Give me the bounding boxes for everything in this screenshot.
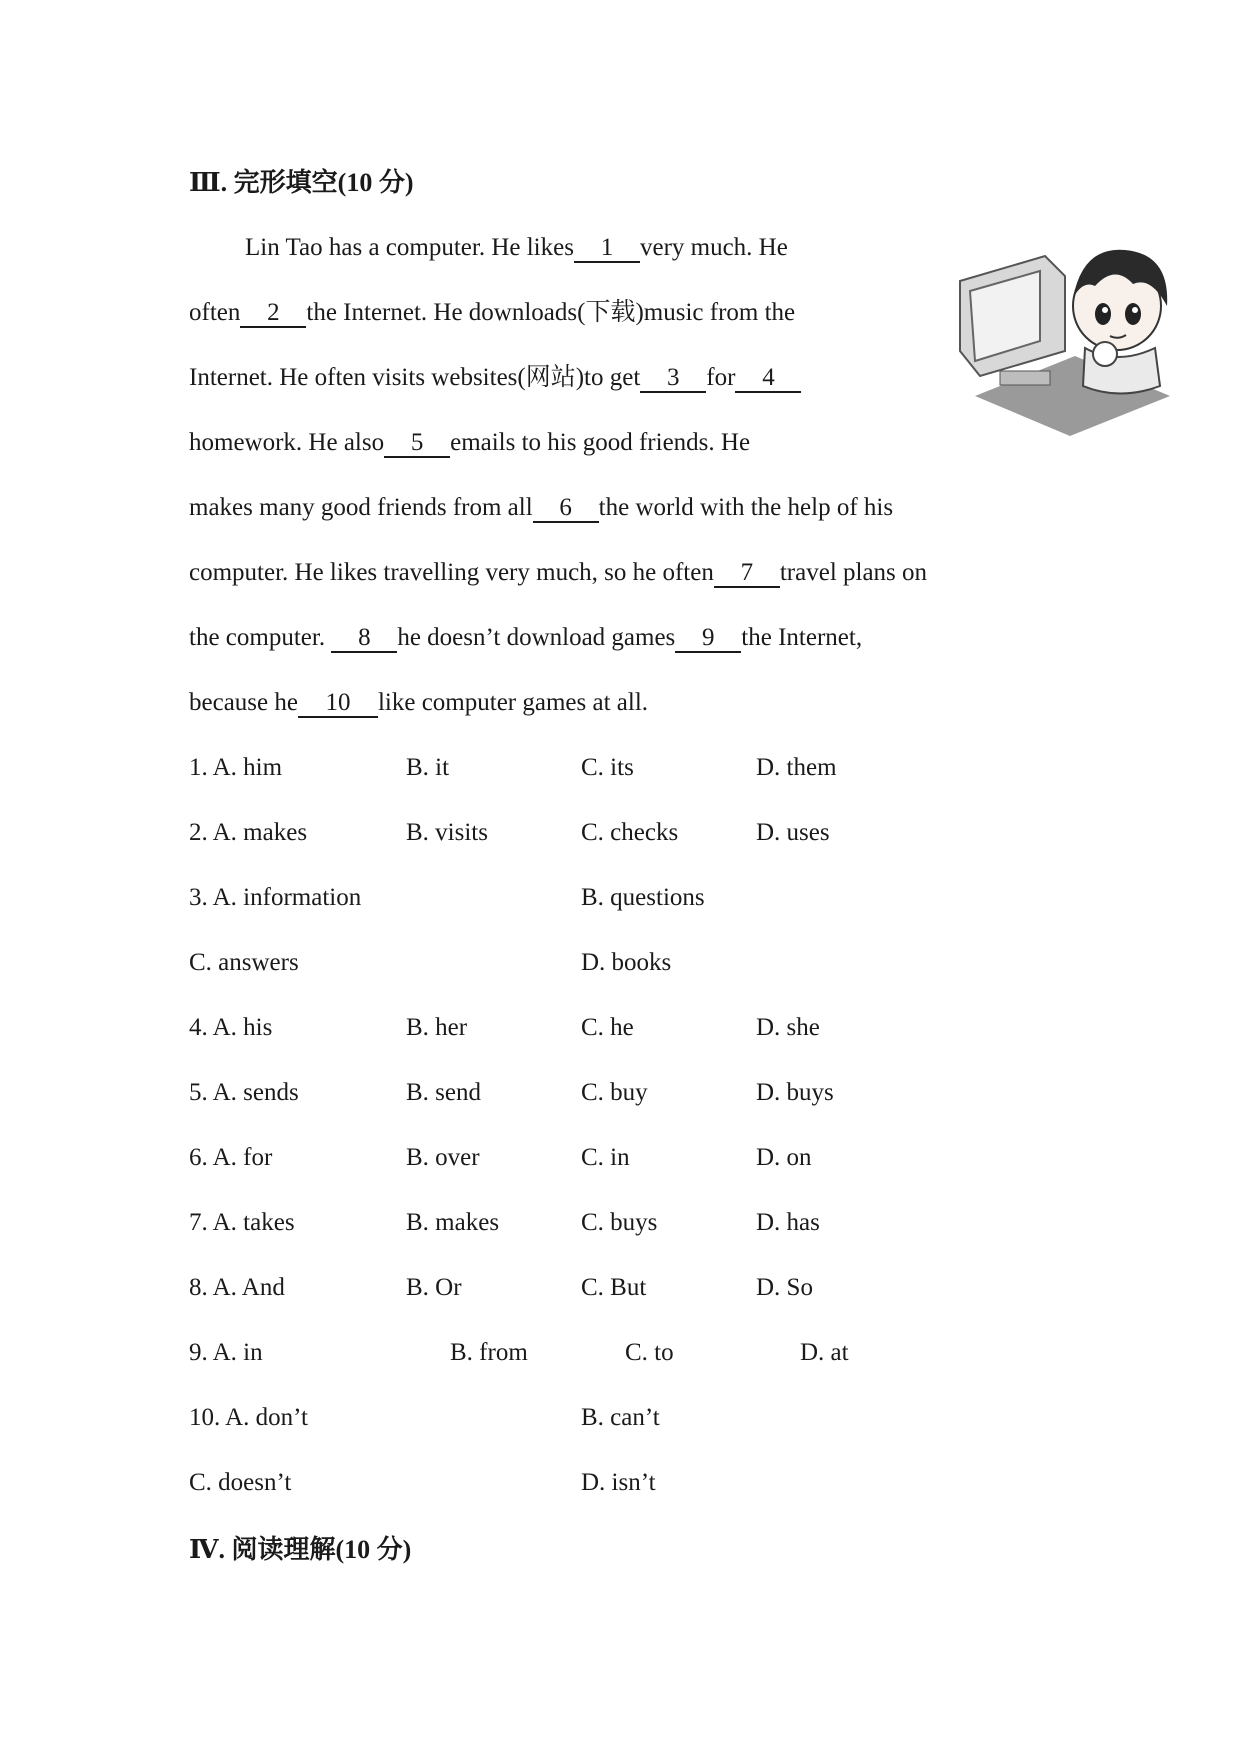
boy-computer-illustration xyxy=(955,236,1185,436)
q6-option-a: 6. A. for xyxy=(189,1144,273,1171)
passage-text: because he xyxy=(189,689,298,716)
q1-option-c: C. its xyxy=(581,754,634,781)
q10-option-a: 10. A. don’t xyxy=(189,1404,308,1431)
q9-option-a: 9. A. in xyxy=(189,1339,263,1366)
passage-text: emails to his good friends. He xyxy=(450,429,751,456)
section-3-heading: Ⅲ. 完形填空(10 分) xyxy=(189,168,414,197)
blank-10: 10 xyxy=(298,690,378,718)
blank-3: 3 xyxy=(640,365,706,393)
q6-option-b: B. over xyxy=(406,1144,480,1171)
q3-option-c: C. answers xyxy=(189,949,299,976)
q5-option-b: B. send xyxy=(406,1079,481,1106)
passage-line-2 xyxy=(189,298,795,328)
q4-option-a: 4. A. his xyxy=(189,1014,273,1041)
blank-8: 8 xyxy=(331,625,397,653)
q1-option-d: D. them xyxy=(756,754,837,781)
q10-option-b: B. can’t xyxy=(581,1404,660,1431)
passage-line-7 xyxy=(189,623,862,653)
q6-option-c: C. in xyxy=(581,1144,630,1171)
q2-option-d: D. uses xyxy=(756,819,830,846)
passage-text: homework. He also xyxy=(189,429,385,456)
blank-9: 9 xyxy=(675,625,741,653)
q9-option-b: B. from xyxy=(450,1339,528,1366)
passage-line-6 xyxy=(189,558,927,588)
q7-option-c: C. buys xyxy=(581,1209,658,1236)
q6-option-d: D. on xyxy=(756,1144,812,1171)
passage-line-1 xyxy=(245,233,788,263)
q2-option-a: 2. A. makes xyxy=(189,819,308,846)
q5-option-a: 5. A. sends xyxy=(189,1079,299,1106)
passage-text: the computer. xyxy=(189,624,332,651)
passage-text: Internet. He often visits websites(网站)to get xyxy=(189,364,641,391)
passage-text: like computer games at all. xyxy=(377,689,649,716)
blank-4: 4 xyxy=(735,365,801,393)
q4-option-d: D. she xyxy=(756,1014,820,1041)
q9-option-c: C. to xyxy=(625,1339,674,1366)
passage-text: Lin Tao has a computer. He likes xyxy=(245,234,574,261)
q1-option-a: 1. A. him xyxy=(189,754,283,781)
q3-option-d: D. books xyxy=(581,949,672,976)
section-4-heading: Ⅳ. 阅读理解(10 分) xyxy=(189,1535,412,1564)
q4-option-c: C. he xyxy=(581,1014,634,1041)
q1-option-b: B. it xyxy=(406,754,450,781)
q5-option-d: D. buys xyxy=(756,1079,834,1106)
passage-text: makes many good friends from all xyxy=(189,494,533,521)
q7-option-a: 7. A. takes xyxy=(189,1209,295,1236)
passage-text: he doesn’t download games xyxy=(397,624,676,651)
blank-5: 5 xyxy=(384,430,450,458)
q8-option-c: C. But xyxy=(581,1274,647,1301)
passage-line-4 xyxy=(189,428,750,458)
passage-line-8 xyxy=(189,688,648,718)
passage-text: computer. He likes travelling very much, so he often xyxy=(189,559,714,586)
q8-option-a: 8. A. And xyxy=(189,1274,285,1301)
q7-option-d: D. has xyxy=(756,1209,820,1236)
q8-option-b: B. Or xyxy=(406,1274,462,1301)
passage-text: very much. He xyxy=(639,234,788,261)
q3-option-b: B. questions xyxy=(581,884,705,911)
q9-option-d: D. at xyxy=(800,1339,849,1366)
q2-option-b: B. visits xyxy=(406,819,488,846)
passage-text: travel plans on xyxy=(779,559,928,586)
passage-text: the world with the help of his xyxy=(598,494,894,521)
q5-option-c: C. buy xyxy=(581,1079,648,1106)
passage-text: the Internet. He downloads(下载)music from the xyxy=(306,299,796,326)
q10-option-d: D. isn’t xyxy=(581,1469,656,1496)
blank-1: 1 xyxy=(574,235,640,263)
q10-option-c: C. doesn’t xyxy=(189,1469,292,1496)
passage-line-3 xyxy=(189,363,801,393)
q3-option-a: 3. A. information xyxy=(189,884,362,911)
passage-text: often xyxy=(189,299,241,326)
blank-2: 2 xyxy=(240,300,306,328)
q7-option-b: B. makes xyxy=(406,1209,500,1236)
q4-option-b: B. her xyxy=(406,1014,468,1041)
q8-option-d: D. So xyxy=(756,1274,813,1301)
blank-6: 6 xyxy=(533,495,599,523)
passage-line-5 xyxy=(189,493,893,523)
passage-text: for xyxy=(706,364,736,391)
passage-text: the Internet, xyxy=(741,624,863,651)
blank-7: 7 xyxy=(714,560,780,588)
q2-option-c: C. checks xyxy=(581,819,679,846)
